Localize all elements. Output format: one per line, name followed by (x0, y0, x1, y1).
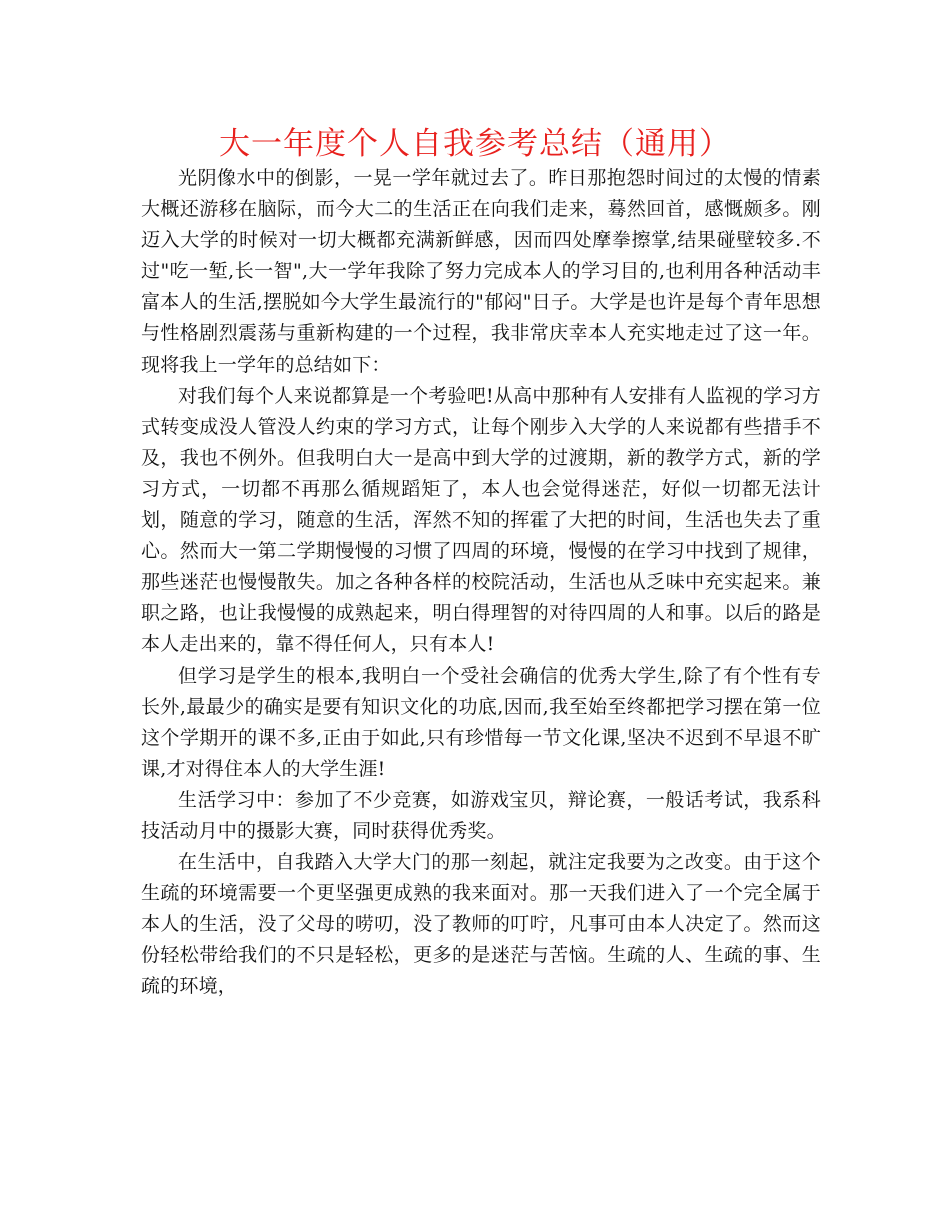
paragraph: 但学习是学生的根本,我明白一个受社会确信的优秀大学生,除了有个性有专长外,最最少的确实是要有知识文化的功底,因而,我至始至终都把学习摆在第一位这个学期开的课不多,正由于如此,只有珍惜每一节文化课,坚决不迟到不早退不旷课,才对得住本人的大学生涯! (141, 664, 821, 780)
paragraph: 在生活中，自我踏入大学大门的那一刻起，就注定我要为之改变。由于这个生疏的环境需要一个更坚强更成熟的我来面对。那一天我们进入了一个完全属于本人的生活，没了父母的唠叨，没了教师的叮咛，凡事可由本人决定了。然而这份轻松带给我们的不只是轻松，更多的是迷茫与苦恼。生疏的人、生疏的事、生疏的环境， (141, 851, 821, 998)
paragraph: 对我们每个人来说都算是一个考验吧!从高中那种有人安排有人监视的学习方式转变成没人管没人约束的学习方式，让每个刚步入大学的人来说都有些措手不及，我也不例外。但我明白大一是高中到大学的过渡期，新的教学方式，新的学习方式，一切都不再那么循规蹈矩了，本人也会觉得迷茫，好似一切都无法计划，随意的学习，随意的生活，浑然不知的挥霍了大把的时间，生活也失去了重心。然而大一第二学期慢慢的习惯了四周的环境，慢慢的在学习中找到了规律，那些迷茫也慢慢散失。加之各种各样的校院活动，生活也从乏味中充实起来。兼职之路，也让我慢慢的成熟起来，明白得理智的对待四周的人和事。以后的路是本人走出来的，靠不得任何人，只有本人! (141, 384, 821, 656)
paragraph: 光阴像水中的倒影，一晃一学年就过去了。昨日那抱怨时间过的太慢的情素大概还游移在脑际，而今大二的生活正在向我们走来，蓦然回首，感慨颇多。刚迈入大学的时候对一切大概都充满新鲜感，因而四处摩拳擦掌,结果碰壁较多.不过"吃一堑,长一智",大一学年我除了努力完成本人的学习目的,也利用各种活动丰富本人的生活,摆脱如今大学生最流行的"郁闷"日子。大学是也许是每个青年思想与性格剧烈震荡与重新构建的一个过程，我非常庆幸本人充实地走过了这一年。现将我上一学年的总结如下： (141, 167, 821, 376)
document-body (141, 163, 821, 1003)
document-title: 大一年度个人自我参考总结（通用） (219, 126, 731, 162)
paragraph: 生活学习中：参加了不少竞赛，如游戏宝贝，辩论赛，一般话考试，我系科技活动月中的摄影大赛，同时获得优秀奖。 (141, 788, 821, 842)
